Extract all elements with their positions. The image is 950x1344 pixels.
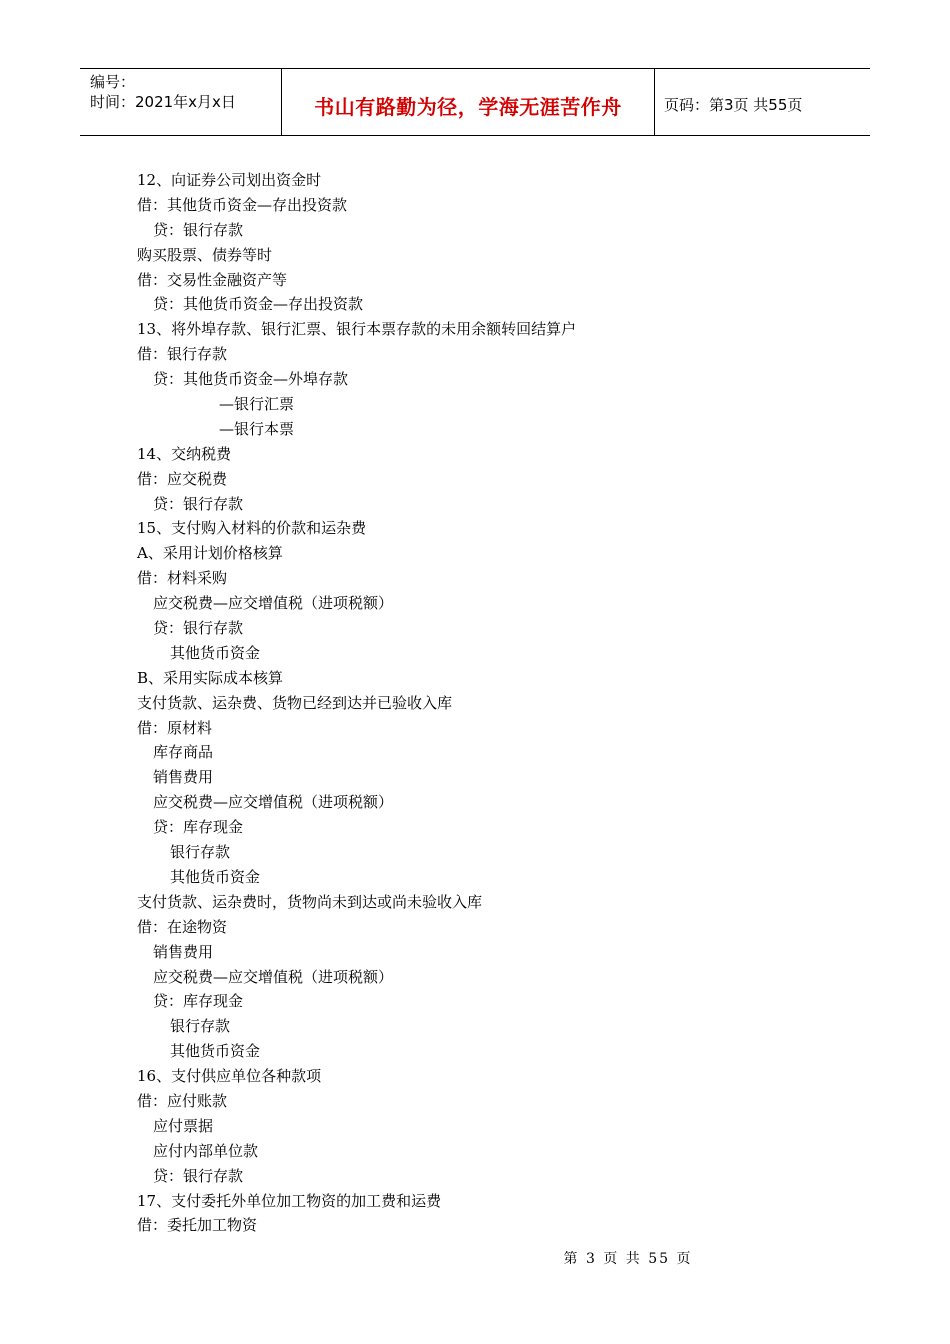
header-motto: 书山有路勤为径，学海无涯苦作舟	[314, 95, 622, 119]
text-line: 借：交易性金融资产等	[137, 270, 288, 289]
text-line: 17、支付委托外单位加工物资的加工费和运费	[137, 1191, 442, 1210]
text-line: 贷：库存现金	[153, 992, 244, 1011]
text-line: 贷：其他货币资金—存出投资款	[153, 295, 364, 314]
header-meta	[90, 72, 236, 112]
page-footer: 第 3 页 共 55 页	[563, 1251, 693, 1267]
document-number-label: 编号：	[90, 73, 136, 91]
text-line: 贷：银行存款	[153, 494, 244, 513]
text-line: 借：委托加工物资	[137, 1216, 258, 1235]
text-line: 贷：银行存款	[153, 619, 244, 638]
header-top-rule	[80, 68, 870, 69]
header-bottom-rule	[80, 135, 870, 136]
text-line: —银行汇票	[219, 395, 295, 414]
text-line: 借：银行存款	[137, 345, 228, 364]
text-line: 15、支付购入材料的价款和运杂费	[137, 519, 367, 538]
text-line: 库存商品	[153, 743, 214, 762]
text-line: 借：材料采购	[137, 569, 228, 588]
text-line: 16、支付供应单位各种款项	[137, 1067, 322, 1086]
header-divider-right	[654, 68, 655, 136]
text-line: 应付票据	[153, 1116, 214, 1135]
text-line: 其他货币资金	[170, 1042, 261, 1061]
text-line: A、采用计划价格核算	[137, 544, 283, 563]
text-line: 支付货款、运杂费时，货物尚未到达或尚未验收入库	[137, 892, 483, 911]
text-line: 借：其他货币资金—存出投资款	[137, 195, 348, 214]
text-line: B、采用实际成本核算	[137, 668, 284, 687]
document-time-label: 时间：2021年x月x日	[90, 93, 236, 111]
text-line: 12、向证券公司划出资金时	[137, 171, 322, 189]
header-page-info: 页码：第3页 共55页	[664, 96, 803, 114]
text-line: 其他货币资金	[170, 867, 261, 886]
text-line: 银行存款	[170, 843, 231, 862]
text-line: 其他货币资金	[170, 643, 261, 662]
text-line: 14、交纳税费	[137, 444, 232, 463]
text-line: 支付货款、运杂费、货物已经到达并已验收入库	[137, 693, 453, 712]
text-line: 应付内部单位款	[153, 1141, 259, 1160]
text-line: —银行本票	[219, 419, 295, 438]
text-line: 贷：银行存款	[153, 1166, 244, 1185]
text-line: 贷：库存现金	[153, 818, 244, 837]
text-line: 应交税费—应交增值税（进项税额）	[153, 967, 394, 986]
text-line: 借：在途物资	[137, 917, 228, 936]
text-line: 应交税费—应交增值税（进项税额）	[153, 594, 394, 613]
text-line: 借：应付账款	[137, 1091, 228, 1110]
text-line: 应交税费—应交增值税（进项税额）	[153, 793, 394, 812]
text-line: 借：应交税费	[137, 469, 228, 488]
text-line: 银行存款	[170, 1017, 231, 1036]
text-line: 贷：其他货币资金—外埠存款	[153, 370, 349, 389]
text-line: 借：原材料	[137, 718, 213, 737]
text-line: 贷：银行存款	[153, 220, 244, 239]
text-line: 13、将外埠存款、银行汇票、银行本票存款的未用余额转回结算户	[137, 320, 577, 339]
document-body	[137, 168, 576, 1238]
text-line: 销售费用	[153, 768, 214, 787]
text-line: 购买股票、债券等时	[137, 245, 273, 264]
text-line: 销售费用	[153, 942, 214, 961]
